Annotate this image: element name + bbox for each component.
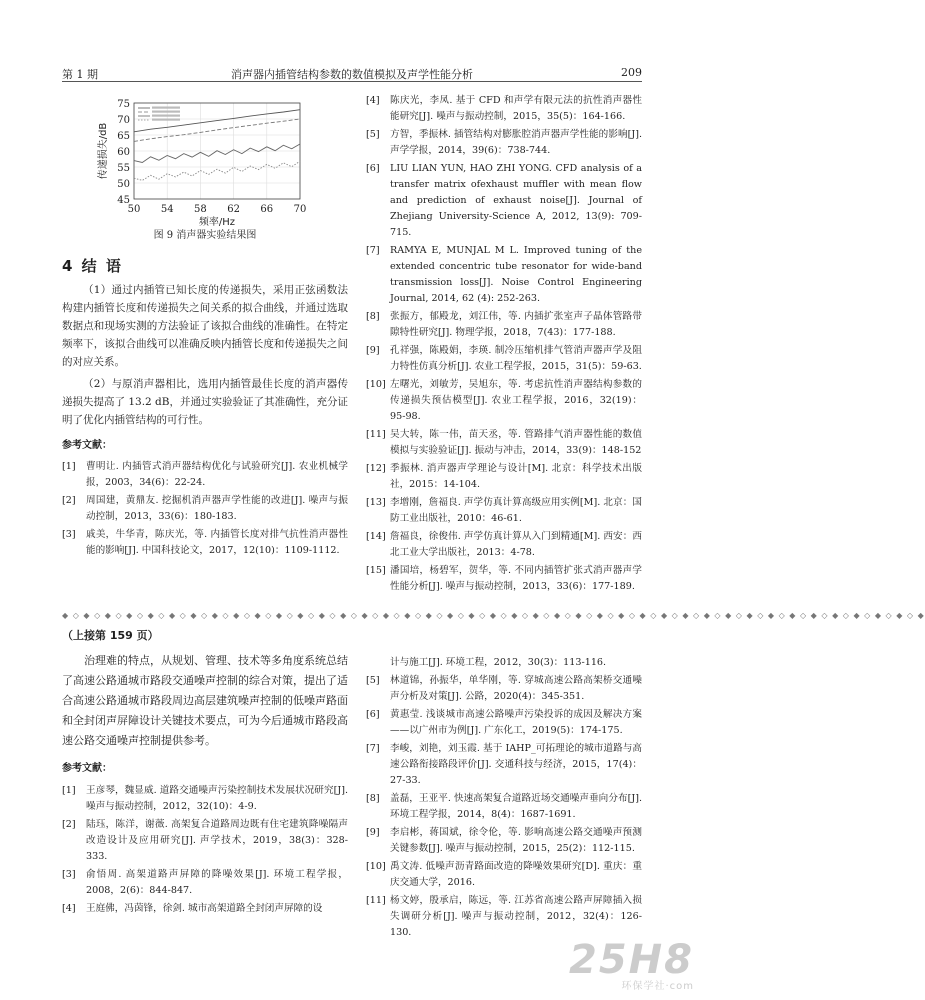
- series-line: [134, 110, 300, 132]
- reference-number: [9]: [366, 345, 380, 356]
- continued-paragraph: 治理难的特点，从规划、管理、技术等多角度系统总结了高速公路通城市路段交通噪声控制的综合对策，提出了适合高速公路通城市路段周边高层建筑噪声控制的低噪声路面和全封闭声屏障设计关键技术要点，可为今后通城市路段高速公路交通噪声控制提供参考。: [62, 654, 348, 747]
- reference-item: [366, 655, 642, 671]
- y-tick-label: 65: [117, 131, 130, 142]
- reference-text: 李增刚，詹福良. 声学仿真计算高级应用实例[M]. 北京：国防工业出版社，2010：46-61.: [390, 497, 642, 524]
- reference-text: 孔祥强，陈殿娟，李瑛. 制冷压缩机排气管消声器声学及阻力特性仿真分析[J]. 农业工程学报，2015，31(5)：59-63.: [390, 345, 642, 372]
- reference-text: 王庭佛，冯茵锋，徐剑. 城市高架道路全封闭声屏障的设: [86, 903, 323, 914]
- y-tick-label: 60: [117, 147, 130, 158]
- reference-item: [366, 93, 642, 125]
- reference-number: [366, 655, 390, 671]
- reference-number: [12]: [366, 463, 386, 474]
- reference-text: 潘国培，杨碧军，贺华，等. 不同内插管扩张式消声器声学性能分析[J]. 噪声与振动控制，2013，33(6)：177-189.: [390, 565, 642, 592]
- section-title: 4 结 语: [62, 257, 123, 275]
- reference-item: [366, 825, 642, 857]
- site-watermark: [508, 937, 694, 996]
- reference-text: 杨文婷，殷承启，陈远，等. 江苏省高速公路声屏障插入损失调研分析[J]. 噪声与振动控制，2012，32(4)：126-130.: [390, 895, 642, 938]
- references-heading: 参考文献：: [62, 440, 112, 451]
- reference-item: [366, 427, 642, 459]
- reference-number: [2]: [62, 819, 76, 830]
- reference-item: [366, 741, 642, 789]
- lower-references-list-left: [62, 783, 348, 917]
- x-tick-label: 62: [227, 204, 240, 215]
- references-list-right: [366, 93, 642, 595]
- reference-text: 陈庆光，李凤. 基于 CFD 和声学有限元法的抗性消声器性能研究[J]. 噪声与振动控制，2015，35(5)：164-166.: [390, 95, 642, 122]
- y-tick-label: 70: [117, 115, 130, 126]
- conclusion-paragraph-1: （1）通过内插管已知长度的传递损失，采用正弦函数法构建内插管长度和传递损失之间关系的拟合曲线，并通过选取数据点和现场实测的方法验证了该拟合曲线的准确性。在特定频率下，该拟合曲线可以准确反映内插管长度和传递损失之间的对应关系。: [62, 284, 348, 368]
- reference-text: 李峻，刘艳，刘玉霞. 基于 IAHP_可拓理论的城市道路与高速公路衔接路段评价[J]. 交通科技与经济，2015，17(4)：27-33.: [390, 743, 642, 786]
- reference-item: [62, 817, 348, 865]
- reference-number: [15]: [366, 565, 386, 576]
- reference-number: [14]: [366, 531, 386, 542]
- legend-entry-label: [152, 107, 180, 109]
- reference-text: 张振方，郁殿龙，刘江伟，等. 内插扩张室声子晶体管路带隙特性研究[J]. 物理学报，2018，7(43)：177-188.: [390, 311, 642, 338]
- legend-entry-label: [152, 115, 180, 117]
- reference-text: 曹明让. 内插管式消声器结构优化与试验研究[J]. 农业机械学报，2003，34(6)：22-24.: [86, 461, 348, 488]
- reference-text: 詹福良，徐俊伟. 声学仿真计算从入门到精通[M]. 西安：西北工业大学出版社，2013：4-78.: [390, 531, 642, 558]
- reference-item: [366, 859, 642, 891]
- reference-item: [366, 495, 642, 527]
- reference-text: 李启彬，蒋国斌，徐令伦，等. 影响高速公路交通噪声预测关键参数[J]. 噪声与振动控制，2015，25(2)：112-115.: [390, 827, 642, 854]
- reference-number: [2]: [62, 495, 76, 506]
- continuation-label: （上接第 159 页）: [62, 629, 159, 642]
- left-column: [62, 95, 348, 561]
- reference-text: 陆珏，陈洋，谢薇. 高架复合道路周边既有住宅建筑降噪隔声改造设计及应用研究[J]. 声学技术，2019，38(3)：328-333.: [86, 819, 348, 862]
- reference-text: 周国建，黄鼎友. 挖掘机消声器声学性能的改进[J]. 噪声与振动控制，2013，33(6)：180-183.: [86, 495, 348, 522]
- reference-text: 盖磊，王亚平. 快速高架复合道路近场交通噪声垂向分布[J]. 环境工程学报，2014，8(4)：1687-1691.: [390, 793, 642, 820]
- reference-text: 黄惠莹. 浅谈城市高速公路噪声污染投诉的成因及解决方案——以广州市为例[J]. 广东化工，2019(5)：174-175.: [390, 709, 642, 736]
- reference-text: 计与施工[J]. 环境工程，2012，30(3)：113-116.: [390, 657, 607, 668]
- reference-item: [62, 459, 348, 491]
- y-tick-label: 55: [117, 163, 130, 174]
- reference-number: [11]: [366, 429, 386, 440]
- reference-item: [366, 791, 642, 823]
- reference-text: 俞悟周. 高架道路声屏障的降噪效果[J]. 环境工程学报，2008，2(6)：844-847.: [86, 869, 348, 896]
- reference-number: [7]: [366, 743, 380, 754]
- reference-text: 左曙光，刘敏芳，吴旭东，等. 考虑抗性消声器结构参数的传递损失预估模型[J]. 农业工程学报，2016，32(19)：95-98.: [390, 379, 642, 422]
- reference-item: [366, 673, 642, 705]
- x-tick-label: 58: [194, 204, 207, 215]
- lower-references-list-right: [366, 655, 642, 941]
- y-tick-label: 50: [117, 179, 130, 190]
- x-tick-label: 66: [260, 204, 274, 215]
- reference-number: [11]: [366, 895, 386, 906]
- reference-text: 禹文涛. 低噪声沥青路面改造的降噪效果研究[D]. 重庆：重庆交通大学，2016.: [390, 861, 642, 888]
- reference-number: [1]: [62, 461, 76, 472]
- lower-references-heading: 参考文献：: [62, 763, 112, 774]
- running-title: 消声器内插管结构参数的数值模拟及声学性能分析: [231, 68, 473, 81]
- reference-item: [366, 343, 642, 375]
- conclusion-paragraph-2: （2）与原消声器相比，选用内插管最佳长度的消声器传递损失提高了 13.2 dB，并通过实验验证了其准确性，充分证明了优化内插管结构的可行性。: [62, 378, 348, 426]
- transmission-loss-chart: [62, 95, 348, 228]
- reference-item: [366, 563, 642, 595]
- y-tick-label: 45: [117, 195, 130, 206]
- series-line: [134, 161, 300, 180]
- lower-left-column: [62, 651, 348, 919]
- references-list-left: [62, 459, 348, 559]
- reference-number: [5]: [366, 675, 380, 686]
- right-column: [366, 93, 642, 597]
- page-number: 209: [621, 66, 642, 79]
- reference-item: [366, 243, 642, 307]
- reference-item: [366, 377, 642, 425]
- reference-number: [8]: [366, 311, 380, 322]
- watermark-subtitle: 环保学社·com: [621, 981, 694, 992]
- series-line: [134, 119, 300, 141]
- reference-number: [10]: [366, 861, 386, 872]
- lower-right-column: [366, 655, 642, 943]
- reference-number: [6]: [366, 709, 380, 720]
- reference-number: [8]: [366, 793, 380, 804]
- figure-9: [62, 95, 348, 228]
- y-tick-label: 75: [117, 99, 130, 110]
- reference-text: 方智，季振林. 插管结构对膨胀腔消声器声学性能的影响[J]. 声学学报，2014，39(6)：738-744.: [390, 129, 642, 156]
- reference-number: [1]: [62, 785, 76, 796]
- reference-number: [4]: [366, 95, 380, 106]
- y-axis-label: 传递损失/dB: [98, 122, 109, 180]
- figure-caption: 图 9 消声器实验结果图: [153, 230, 257, 241]
- x-tick-label: 70: [293, 204, 307, 215]
- reference-item: [366, 707, 642, 739]
- reference-number: [6]: [366, 163, 380, 174]
- reference-text: 林道锦，孙振华，单华刚，等. 穿城高速公路高架桥交通噪声分析及对策[J]. 公路，2020(4)：345-351.: [390, 675, 642, 702]
- issue-number: 第 1 期: [62, 68, 98, 81]
- watermark-logo: 25H8: [569, 937, 694, 983]
- reference-number: [10]: [366, 379, 386, 390]
- reference-text: LIU LIAN YUN, HAO ZHI YONG. CFD analysis of a transfer matrix ofexhaust muffler with mean flow and prediction of exhaust noise[J]. Journal of Zhejiang University-Science A, 2012, 13(9): 709-715.: [390, 163, 642, 238]
- reference-text: RAMYA E, MUNJAL M L. Improved tuning of the extended concentric tube resonator for wide-band transmission loss[J]. Noise Control Engineering Journal, 2014, 62 (4): 252-263.: [390, 245, 642, 304]
- reference-item: [62, 527, 348, 559]
- section-divider: ◆ ◇ ◆ ◇ ◆ ◇ ◆ ◇ ◆ ◇ ◆ ◇ ◆ ◇ ◆ ◇ ◆ ◇ ◆ ◇ ◆ ◇ ◆ ◇ ◆ ◇ ◆ ◇ ◆ ◇ ◆ ◇ ◆ ◇ ◆ ◇ ◆ ◇ ◆ ◇ ◆ ◇ ◆ ◇ ◆ ◇ ◆ ◇ ◆ ◇ ◆ ◇ ◆ ◇ ◆ ◇ ◆ ◇ ◆ ◇ ◆ ◇ ◆ ◇ ◆ ◇ ◆ ◇ ◆ ◇ ◆ ◇ ◆ ◇ ◆ ◇ ◆ ◇ ◆ ◇ ◆: [62, 611, 925, 620]
- reference-number: [5]: [366, 129, 380, 140]
- reference-number: [3]: [62, 529, 76, 540]
- reference-number: [4]: [62, 903, 76, 914]
- reference-text: 吴大转，陈一伟，苗天丞，等. 管路排气消声器性能的数值模拟与实验验证[J]. 振动与冲击，2014，33(9)：148-152: [390, 429, 642, 456]
- reference-item: [62, 493, 348, 525]
- series-line: [134, 144, 300, 163]
- legend-entry-label: [152, 119, 180, 121]
- reference-number: [3]: [62, 869, 76, 880]
- reference-text: 季振林. 消声器声学理论与设计[M]. 北京：科学技术出版社，2015：14-104.: [390, 463, 642, 490]
- reference-item: [366, 309, 642, 341]
- reference-item: [62, 783, 348, 815]
- legend-entry-label: [152, 111, 180, 113]
- reference-item: [62, 901, 348, 917]
- reference-item: [62, 867, 348, 899]
- reference-item: [366, 529, 642, 561]
- reference-item: [366, 461, 642, 493]
- x-tick-label: 54: [160, 204, 174, 215]
- reference-number: [9]: [366, 827, 380, 838]
- running-header: [62, 64, 642, 82]
- reference-number: [13]: [366, 497, 386, 508]
- reference-number: [7]: [366, 245, 380, 256]
- x-tick-label: 50: [127, 204, 141, 215]
- reference-item: [366, 127, 642, 159]
- reference-text: 王彦琴，魏显威. 道路交通噪声污染控制技术发展状况研究[J]. 噪声与振动控制，2012，32(10)：4-9.: [86, 785, 348, 812]
- reference-item: [366, 893, 642, 941]
- reference-item: [366, 161, 642, 241]
- x-axis-label: 频率/Hz: [198, 217, 236, 228]
- reference-text: 戚美，牛华青，陈庆光，等. 内插管长度对排气抗性消声器性能的影响[J]. 中国科技论文，2017，12(10)：1109-1112.: [86, 529, 348, 556]
